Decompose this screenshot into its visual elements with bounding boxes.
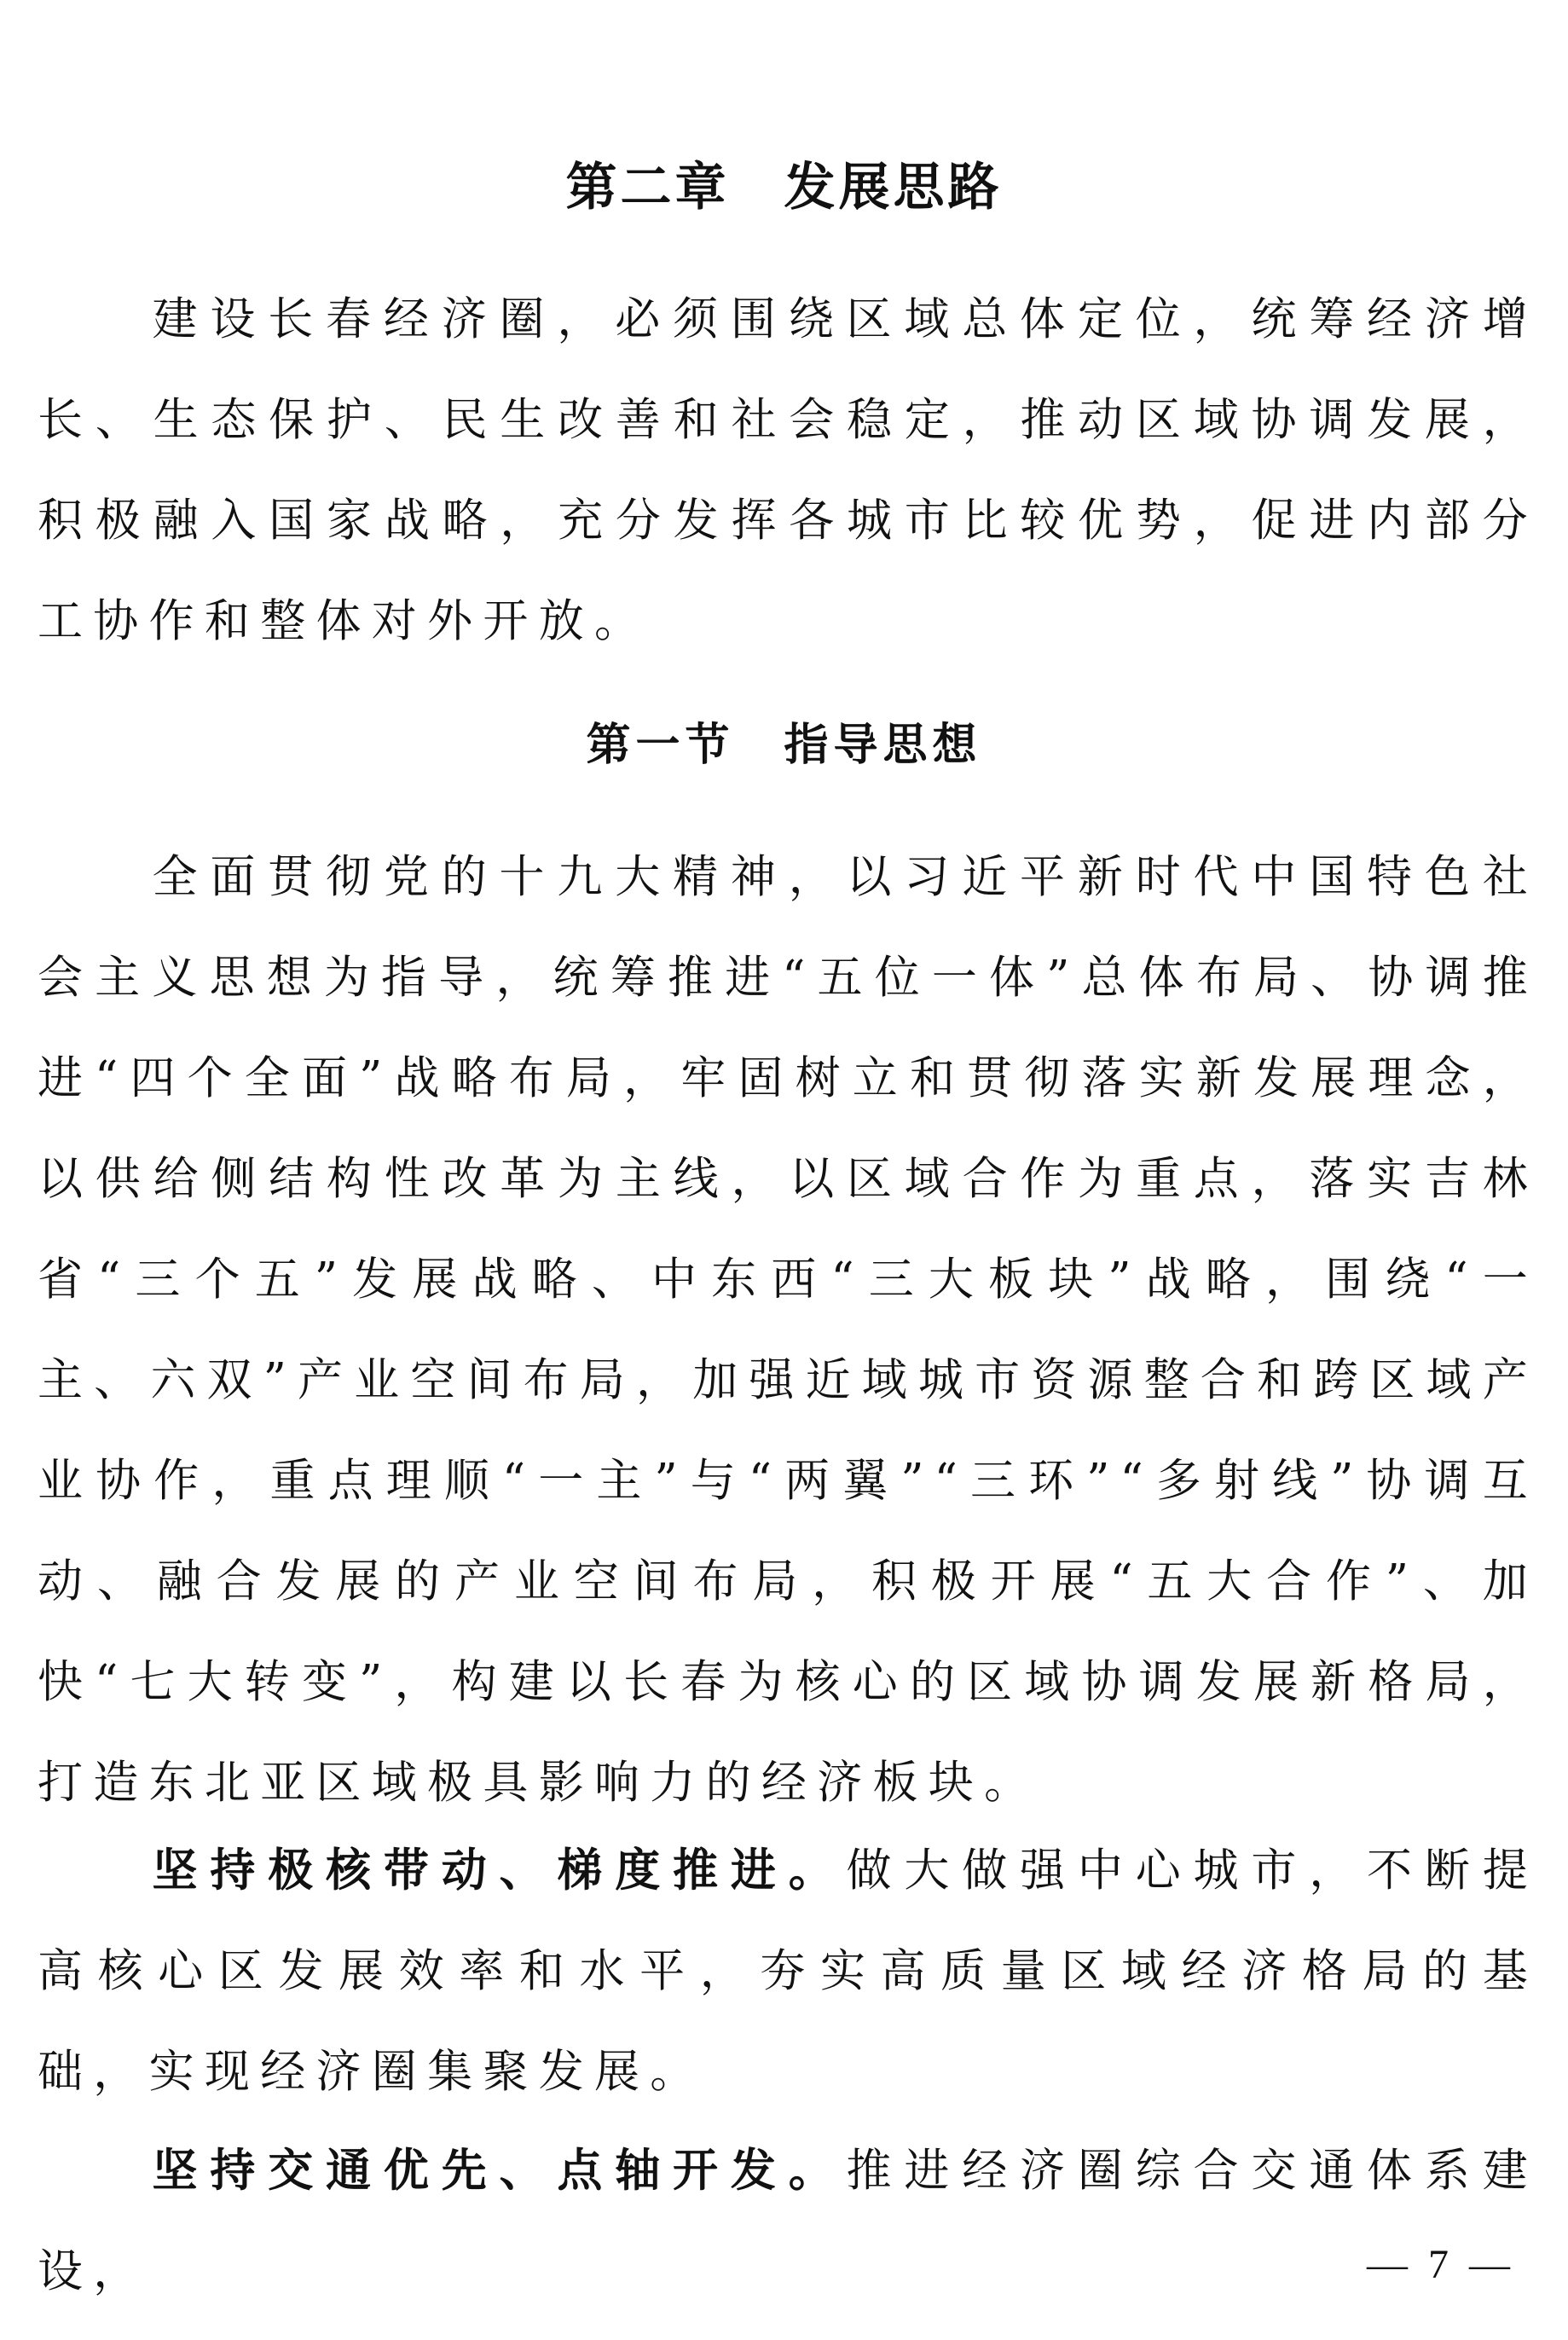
intro-paragraph-text: 建设长春经济圈，必须围绕区域总体定位，统筹经济增长、生态保护、民生改善和社会稳定，推动区域协调发展，积极融入国家战略，充分发挥各城市比较优势，促进内部分工协作和整体对外开放。 — [38, 293, 1538, 647]
guiding-paragraph — [38, 827, 1538, 1833]
guiding-paragraph-text: 全面贯彻党的十九大精神，以习近平新时代中国特色社会主义思想为指导，统筹推进“五位一体”总体布局、协调推进“四个全面”战略布局，牢固树立和贯彻落实新发展理念，以供给侧结构性改革为主线，以区域合作为重点，落实吉林省“三个五”发展战略、中东西“三大板块”战略，围绕“一主、六双”产业空间布局，加强近域城市资源整合和跨区域产业协作，重点理顺“一主”与“两翼”“三环”“多射线”协调互动、融合发展的产业空间布局，积极开展“五大合作”、加快“七大转变”，构建以长春为核心的区域协调发展新格局，打造东北亚区域极具影响力的经济板块。 — [38, 851, 1538, 1809]
page-number: — 7 — — [1367, 2242, 1515, 2287]
chapter-title: 第二章 发展思路 — [565, 158, 1003, 217]
section-title: 第一节 指导思想 — [586, 719, 982, 771]
principle-paragraph-2 — [38, 2121, 1538, 2322]
principle-text-1: 做大做强中心城市，不断提高核心区发展效率和水平，夯实高质量区域经济格局的基础，实现经济圈集聚发展。 — [38, 1845, 1538, 2098]
principle-lead-2: 坚持交通优先、点轴开发。 — [150, 2145, 847, 2197]
intro-paragraph — [38, 269, 1538, 672]
principle-text-2: 推进经济圈综合交通体系建设， — [38, 2145, 1538, 2297]
principle-paragraph-1 — [38, 1821, 1538, 2123]
principle-lead-1: 坚持极核带动、梯度推进。 — [150, 1845, 847, 1897]
